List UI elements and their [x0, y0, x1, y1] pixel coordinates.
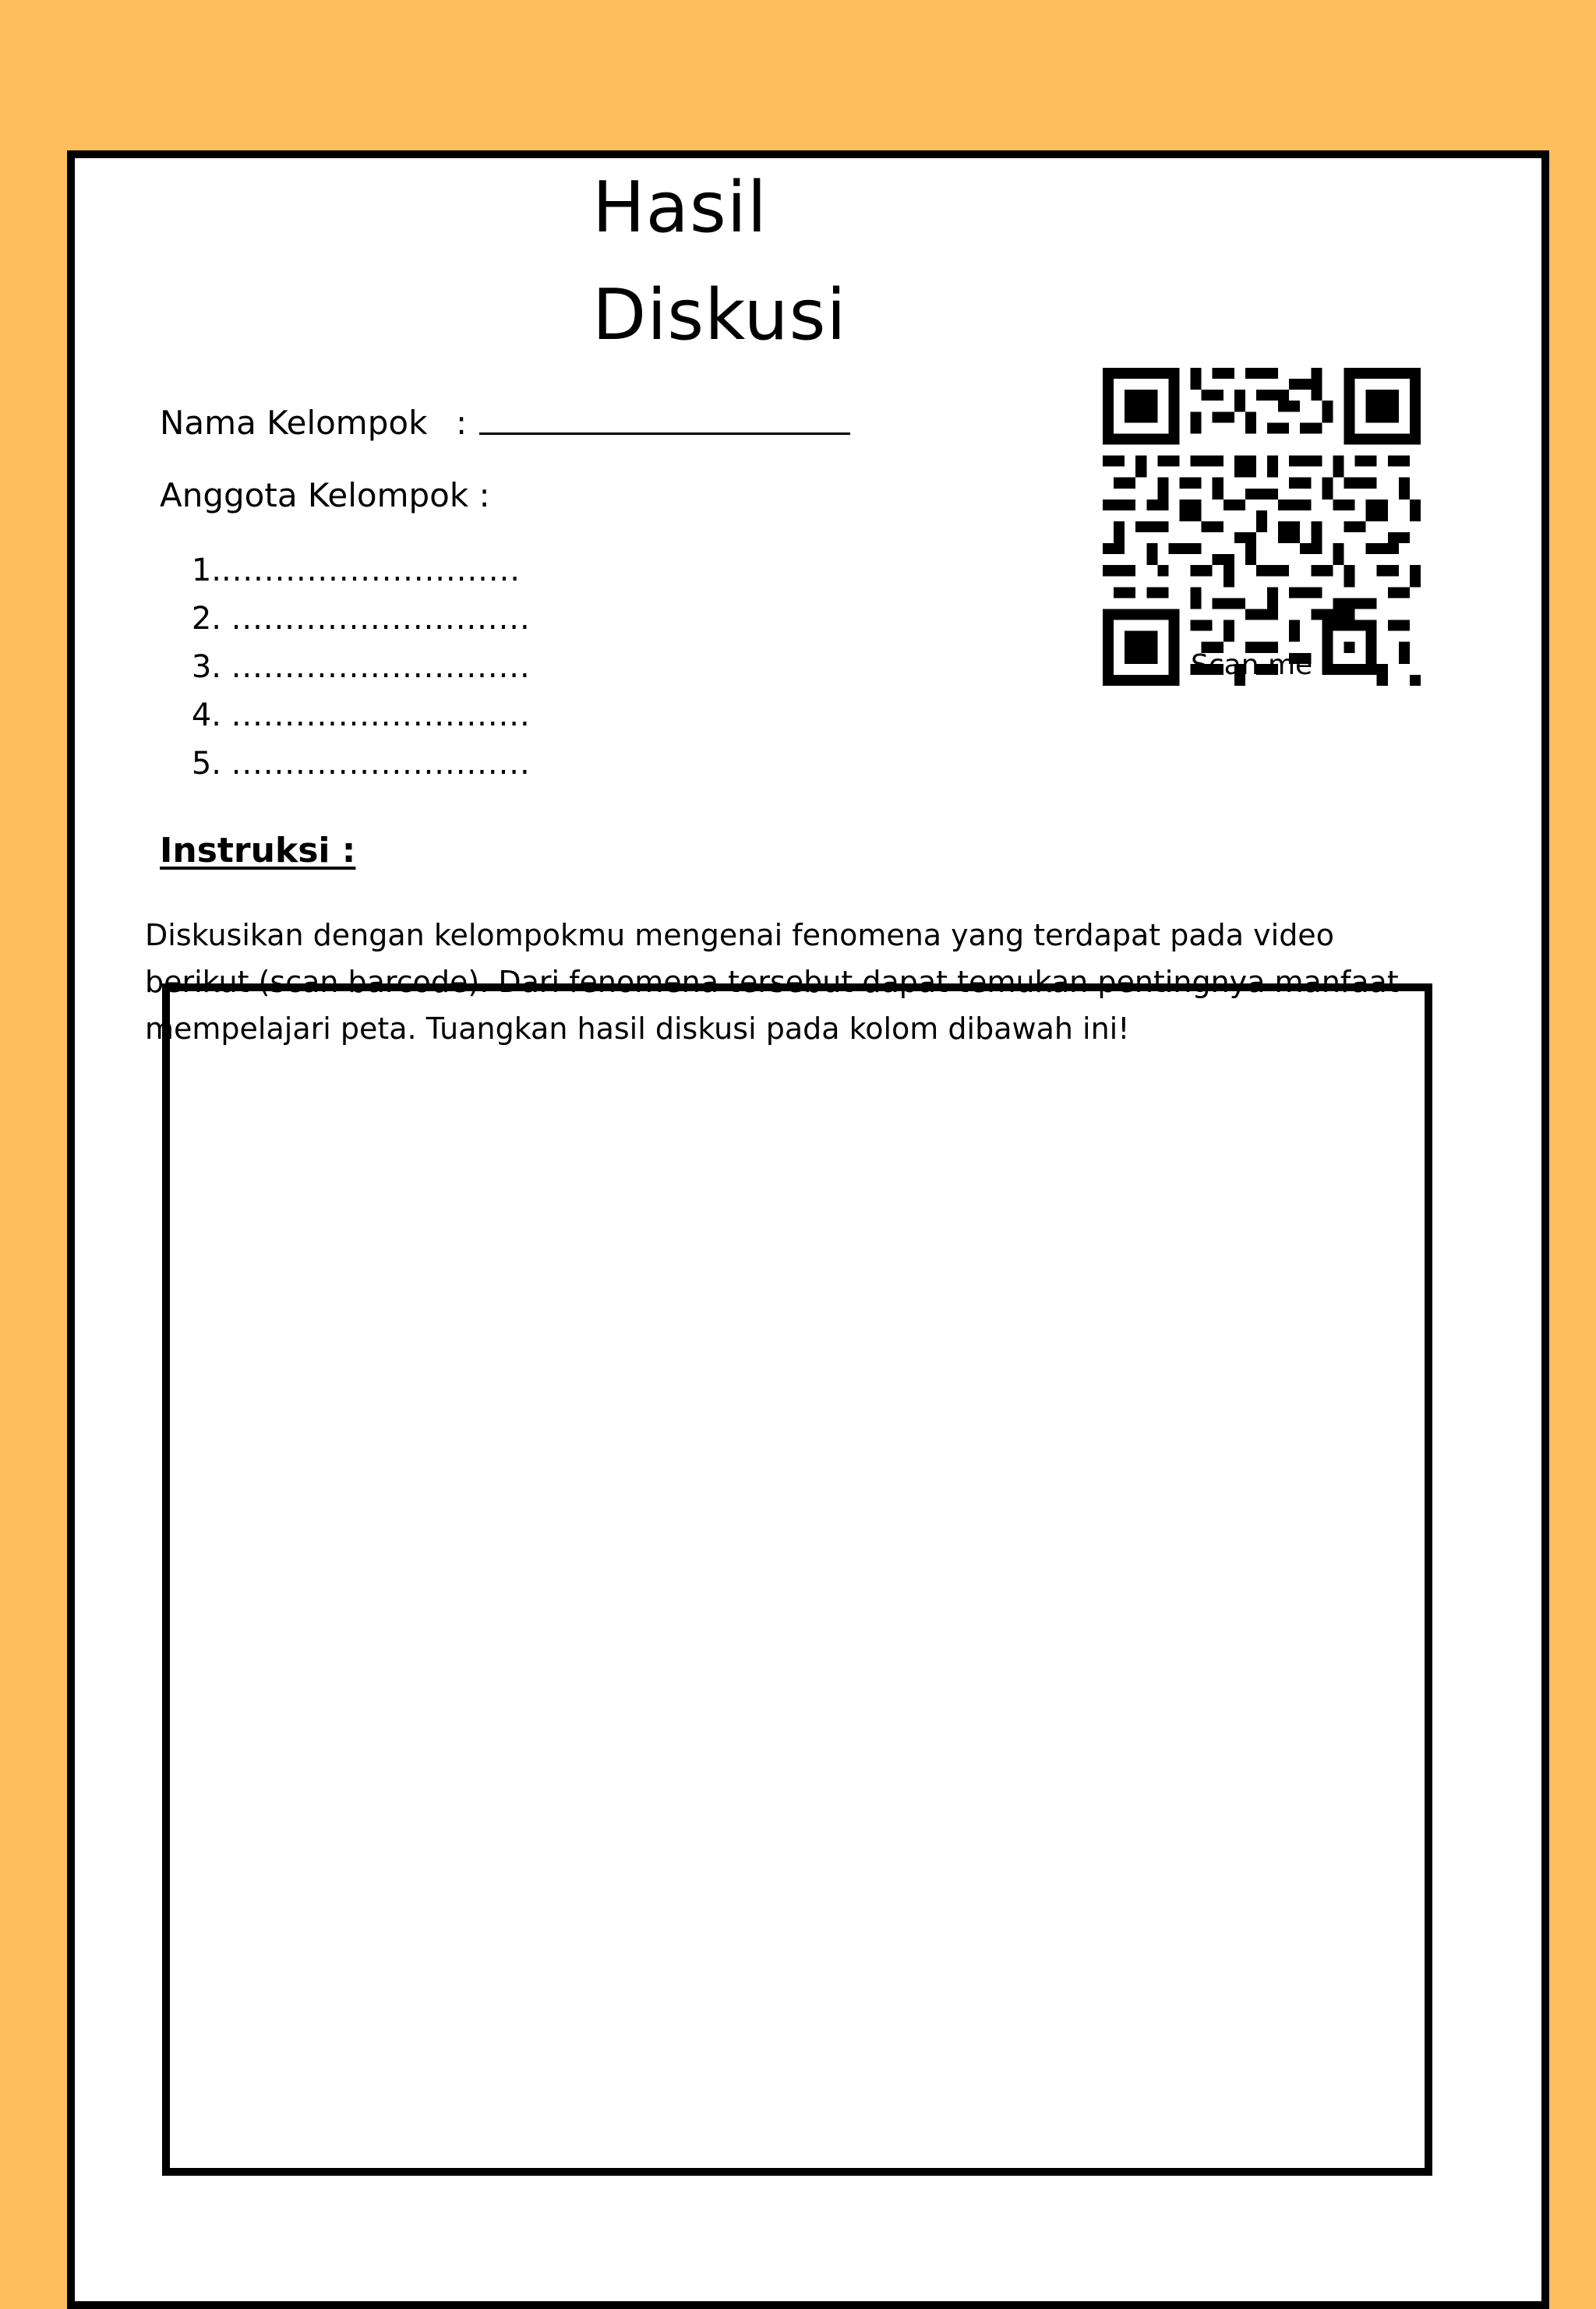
group-name-field[interactable] — [479, 432, 850, 435]
member-line-2[interactable] — [185, 601, 531, 637]
member-line-1[interactable] — [185, 555, 521, 586]
member-number: 4. — [191, 697, 221, 733]
member-number: 5. — [191, 746, 221, 782]
member-dots: ............................ — [231, 649, 531, 685]
qr-caption: Scan me — [1191, 649, 1313, 681]
member-line-3[interactable] — [185, 651, 531, 683]
member-line-5[interactable] — [185, 746, 531, 782]
group-name-label: Nama Kelompok — [160, 404, 428, 442]
group-name-colon: : — [456, 404, 468, 442]
member-number: 3. — [191, 649, 221, 685]
instructions-title: Instruksi : — [160, 831, 356, 870]
member-number: 2. — [191, 601, 221, 637]
member-dots: ............................ — [231, 601, 531, 637]
answer-box[interactable] — [162, 983, 1432, 2176]
member-line-4[interactable] — [185, 697, 531, 733]
member-dots: ............................ — [221, 553, 521, 588]
page-title-line-1: Hasil — [592, 167, 768, 249]
page-title-line-2: Diskusi — [592, 274, 847, 356]
member-dots: ............................ — [231, 697, 531, 733]
instructions-text: Diskusikan dengan kelompokmu mengenai fenomena yang terdapat pada video berikut (scan barcode). Dari fenomena tersebut dapat temukan pentingnya manfaat mempelajari peta. Tuangkan hasil diskusi pada kolom dibawah ini! — [145, 918, 1399, 1046]
qr-code-icon[interactable] — [1103, 368, 1421, 686]
member-dots: ............................ — [231, 746, 531, 782]
member-number: 1. — [191, 553, 221, 588]
group-members-label: Anggota Kelompok : — [160, 476, 490, 514]
